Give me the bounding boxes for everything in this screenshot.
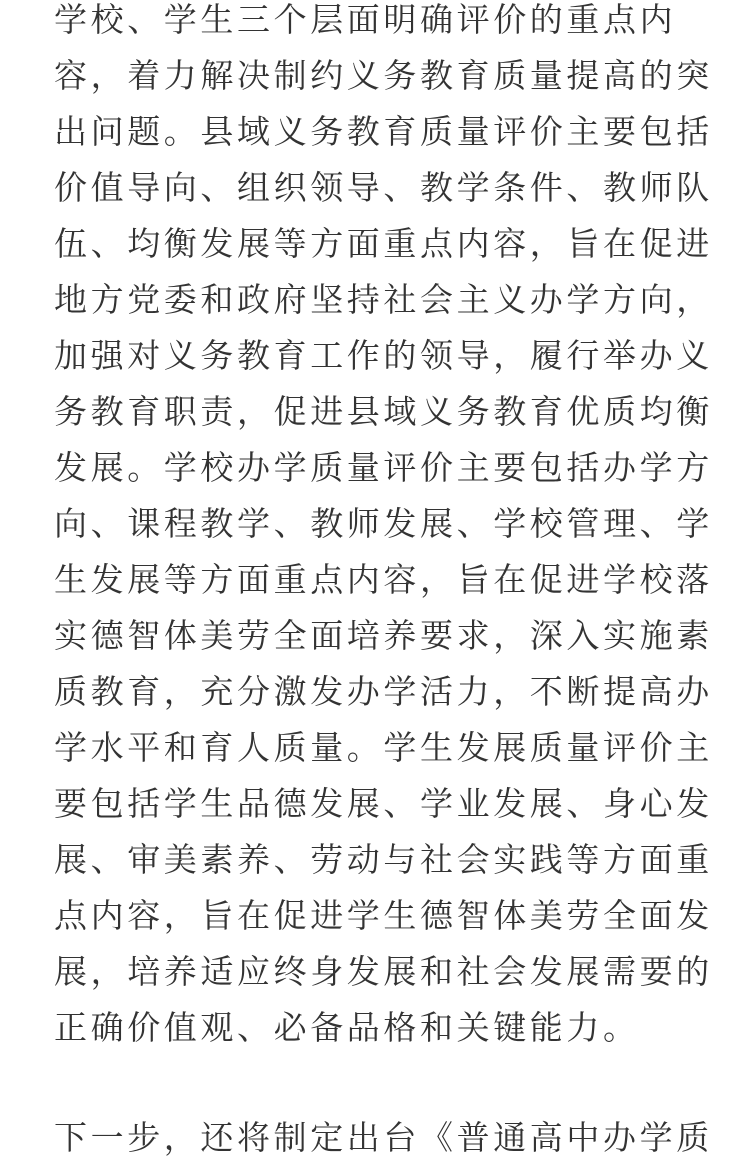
text-line: 正确价值观、必备品格和关键能力。 (54, 1008, 640, 1047)
text-line: 实德智体美劳全面培养要求，深入实施素 (54, 616, 713, 655)
text-line: 下一步，还将制定出台《普通高中办学质 (54, 1118, 713, 1157)
paragraph (54, 1110, 713, 1166)
text-line: 地方党委和政府坚持社会主义办学方向， (54, 280, 713, 319)
text-line: 价值导向、组织领导、教学条件、教师队 (54, 168, 713, 207)
text-line: 加强对义务教育工作的领导，履行举办义 (54, 336, 713, 375)
text-line: 要包括学生品德发展、学业发展、身心发 (54, 784, 713, 823)
text-line: 发展。学校办学质量评价主要包括办学方 (54, 448, 713, 487)
text-line: 伍、均衡发展等方面重点内容，旨在促进 (54, 224, 713, 263)
text-line: 出问题。县域义务教育质量评价主要包括 (54, 112, 713, 151)
text-line: 务教育职责，促进县域义务教育优质均衡 (54, 392, 713, 431)
text-line: 学水平和育人质量。学生发展质量评价主 (54, 728, 713, 767)
text-line: 学校、学生三个层面明确评价的重点内 (54, 0, 677, 39)
text-line: 点内容，旨在促进学生德智体美劳全面发 (54, 896, 713, 935)
text-line: 展，培养适应终身发展和社会发展需要的 (54, 952, 713, 991)
text-line: 生发展等方面重点内容，旨在促进学校落 (54, 560, 713, 599)
text-line: 容，着力解决制约义务教育质量提高的突 (54, 56, 713, 95)
text-line: 向、课程教学、教师发展、学校管理、学 (54, 504, 713, 543)
text-line: 展、审美素养、劳动与社会实践等方面重 (54, 840, 713, 879)
text-line: 质教育，充分激发办学活力，不断提高办 (54, 672, 713, 711)
paragraph (54, 0, 713, 1056)
